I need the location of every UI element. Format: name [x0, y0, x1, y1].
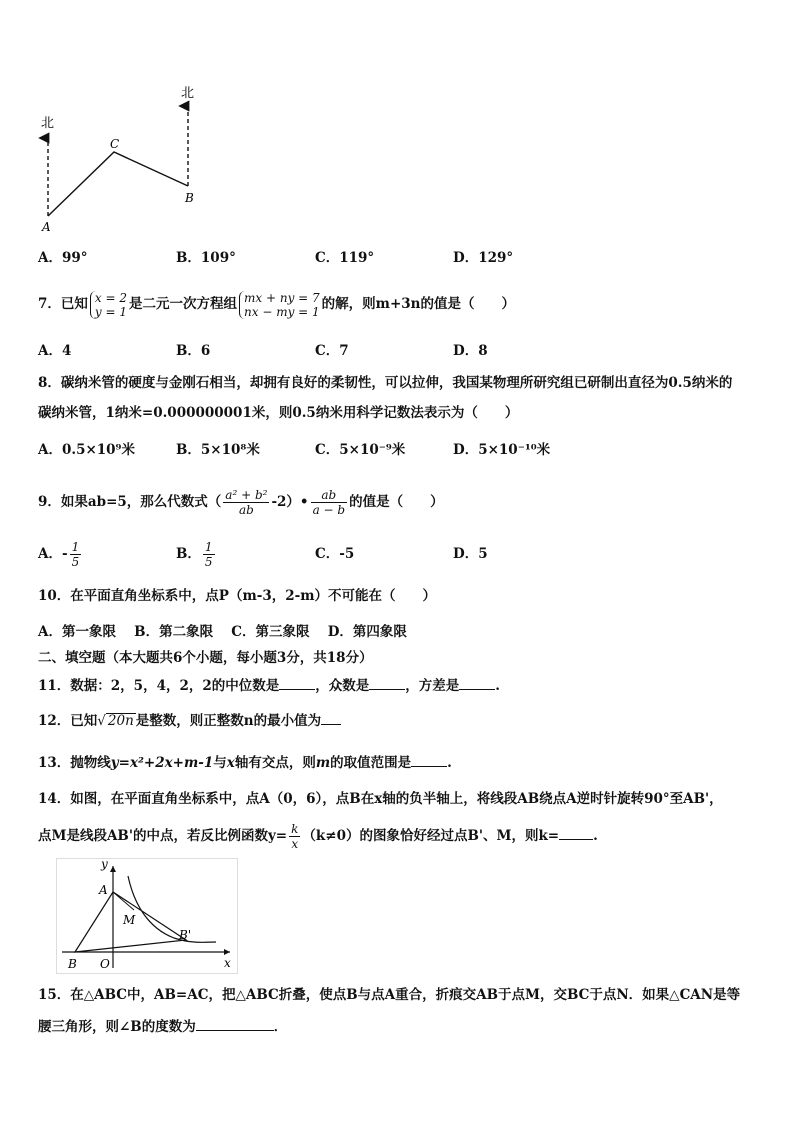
q7-system-2 — [239, 291, 320, 319]
point-a-label: A — [99, 883, 108, 897]
q13-text-a: 13．抛物线 — [38, 755, 111, 771]
q14-line-2 — [38, 818, 598, 854]
route-path — [48, 152, 188, 216]
q9-option-b[interactable] — [176, 536, 217, 572]
section-2-heading: 二、填空题（本大题共6个小题，每小题3分，共18分） — [38, 650, 373, 666]
point-c-label: C — [110, 137, 120, 151]
q9-opt-a-den: 5 — [71, 555, 80, 569]
q7-sys1-eq1: x = 2 — [94, 290, 127, 305]
q8-option-b[interactable]: B．5×10⁸米 — [176, 442, 260, 458]
q8-line-1: 8．碳纳米管的硬度与金刚石相当，却拥有良好的柔韧性，可以拉伸，我国某物理所研究组已研制出直径为0.5纳米的 — [38, 375, 733, 391]
q11-stem — [38, 675, 500, 696]
q13-text-d: 的取值范围是 — [330, 755, 412, 771]
q7-suffix: 的解，则m+3n的值是（ ） — [321, 296, 515, 312]
q6-option-c[interactable]: C．119° — [315, 250, 375, 266]
q14-frac-den: x — [291, 837, 299, 851]
q9-frac2-num: ab — [311, 488, 348, 503]
q9-frac2-den: a − b — [312, 503, 346, 517]
q9-opt-b-den: 5 — [204, 555, 213, 569]
north-label-a: 北 — [41, 116, 55, 131]
q13-text-c: 轴有交点，则 — [234, 755, 316, 771]
q6-option-b[interactable]: B．109° — [176, 250, 236, 266]
q9-fraction-1 — [223, 488, 269, 517]
q13-stem — [38, 752, 452, 773]
q8-option-c[interactable]: C．5×10⁻⁹米 — [315, 442, 406, 458]
q9-frac1-num: a² + b² — [225, 488, 268, 502]
q7-sys2-eq2: nx − my = 1 — [244, 304, 320, 319]
q14-frac-num: k — [291, 822, 299, 836]
q10-stem: 10．在平面直角坐标系中，点P（m-3，2-m）不可能在（ ） — [38, 588, 436, 604]
q9-frac1-den: ab — [238, 503, 254, 517]
q7-option-b[interactable]: B．6 — [176, 343, 211, 359]
point-b-label: B — [68, 957, 77, 971]
q7-option-c[interactable]: C．7 — [315, 343, 349, 359]
point-a-label: A — [42, 220, 51, 234]
q13-blank[interactable] — [411, 752, 447, 767]
q14-blank[interactable] — [559, 825, 593, 840]
point-b-label: B — [185, 191, 194, 205]
q14-text-b: （k≠0）的图象恰好经过点B'、M，则k= — [302, 828, 560, 844]
q15-blank[interactable] — [196, 1016, 274, 1031]
q14-text-a: 点M是线段AB'的中点，若反比例函数y= — [38, 828, 288, 844]
q13-x: x — [226, 755, 235, 771]
q12-sqrt-radicand: 20n — [107, 713, 134, 729]
q12-text-b: 是整数，则正整数n的最小值为 — [135, 713, 322, 729]
q11-blank-median[interactable] — [279, 675, 315, 690]
q9-option-c[interactable]: C．-5 — [315, 546, 355, 562]
q11-text-d: . — [495, 678, 500, 694]
q9-mid: -2）• — [271, 494, 309, 510]
y-axis-label: y — [101, 858, 108, 871]
q13-expression: y=x²+2x+m-1 — [110, 755, 214, 771]
compass-route-figure — [30, 80, 210, 240]
q8-option-a[interactable]: A．0.5×10⁹米 — [38, 442, 135, 458]
q9-option-a-label: A．- — [38, 546, 68, 562]
q14-text-c: . — [593, 828, 598, 844]
q14-fraction — [289, 822, 300, 851]
q11-blank-mode[interactable] — [369, 675, 405, 690]
coordinate-graph-figure — [56, 858, 238, 974]
q6-option-d[interactable]: D．129° — [453, 250, 514, 266]
q12-blank[interactable] — [321, 710, 341, 725]
q11-text-b: ，众数是 — [315, 678, 370, 694]
q9-option-b-fraction — [203, 540, 215, 569]
north-label-b: 北 — [181, 86, 195, 101]
point-m-label: M — [123, 913, 136, 927]
q7-sys2-eq1: mx + ny = 7 — [244, 290, 320, 305]
point-b-prime-label: B' — [179, 928, 192, 942]
q7-sys1-eq2: y = 1 — [94, 304, 128, 319]
q8-line-2: 碳纳米管，1纳米=0.000000001米，则0.5纳米用科学记数法表示为（ ） — [38, 405, 519, 421]
q13-text-b: 与 — [213, 755, 227, 771]
q7-system-1 — [90, 291, 127, 319]
q7-prefix: 7．已知 — [38, 296, 88, 312]
q8-option-d[interactable]: D．5×10⁻¹⁰米 — [453, 442, 551, 458]
q15-line-2 — [38, 1016, 287, 1037]
q9-opt-a-num: 1 — [71, 540, 80, 554]
q14-line-1: 14．如图，在平面直角坐标系中，点A（0，6），点B在x轴的负半轴上，将线段AB绕点A逆时针旋转90°至AB'， — [38, 791, 723, 807]
q12-stem: 12．已知√ 20n 是整数，则正整数n的最小值为 — [38, 710, 341, 731]
q9-option-a[interactable] — [38, 536, 83, 572]
q15-text-a: 腰三角形，则∠B的度数为 — [38, 1019, 196, 1035]
q9-option-a-fraction — [70, 540, 82, 569]
q9-opt-b-num: 1 — [204, 540, 213, 554]
q9-fraction-2 — [311, 488, 348, 517]
q9-suffix: 的值是（ ） — [349, 494, 444, 510]
q9-option-b-label: B． — [176, 546, 201, 562]
q7-stem — [38, 286, 515, 322]
q11-text-c: ，方差是 — [405, 678, 460, 694]
q7-option-a[interactable]: A．4 — [38, 343, 72, 359]
q9-prefix: 9．如果ab=5，那么代数式（ — [38, 494, 222, 510]
q9-stem — [38, 484, 444, 520]
q13-text-e: . — [447, 755, 452, 771]
q13-m: m — [315, 755, 331, 771]
q15-text-b: ． — [273, 1019, 288, 1035]
origin-label: O — [100, 957, 110, 971]
q7-option-d[interactable]: D．8 — [453, 343, 488, 359]
q11-text-a: 11．数据：2，5，4，2，2的中位数是 — [38, 678, 280, 694]
q10-options[interactable]: A．第一象限 B．第二象限 C．第三象限 D．第四象限 — [38, 624, 407, 640]
x-axis-label: x — [224, 956, 231, 970]
q15-line-1: 15．在△ABC中，AB=AC，把△ABC折叠，使点B与点A重合，折痕交AB于点M，交BC于点N．如果△CAN是等 — [38, 987, 741, 1003]
q11-blank-variance[interactable] — [459, 675, 495, 690]
q12-text-a: 12．已知 — [38, 713, 98, 729]
q9-option-d[interactable]: D．5 — [453, 546, 488, 562]
q6-option-a[interactable]: A．99° — [38, 250, 88, 266]
q7-mid: 是二元一次方程组 — [129, 296, 238, 312]
